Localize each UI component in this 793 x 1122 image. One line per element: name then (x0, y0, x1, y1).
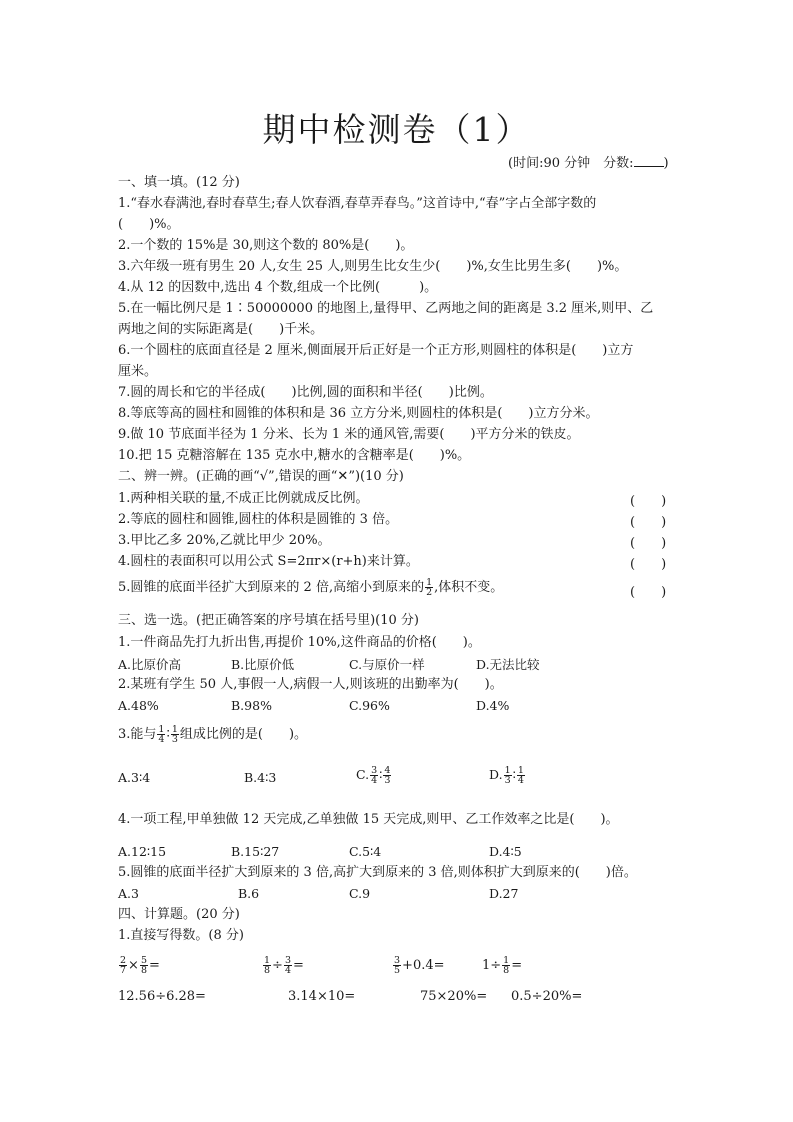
frac-numerator: 1 (426, 577, 433, 588)
s1-q4: 4.从 12 的因数中,选出 4 个数,组成一个比例( )。 (118, 280, 438, 295)
fraction-1-3 (171, 725, 179, 744)
fraction-4-3 (383, 766, 391, 785)
s3-q3-text-b: 组成比例的是( )。 (179, 727, 308, 742)
frac-denominator: 8 (264, 965, 271, 976)
s3-q5: 5.圆锥的底面半径扩大到原来的 3 倍,高扩大到原来的 3 倍,则体积扩大到原来的( )倍。 (118, 865, 637, 880)
fraction-1-4 (157, 725, 165, 744)
s1-q1-line2: ( )%。 (118, 217, 180, 232)
s2-q3: 3.甲比乙多 20%,乙就比甲少 20%。 (118, 533, 331, 548)
fraction-1-8 (263, 956, 271, 975)
s1-q6-line2: 厘米。 (118, 364, 158, 379)
score-blank[interactable] (634, 154, 664, 167)
fraction-1-3 (504, 766, 512, 785)
fraction-2-7 (119, 956, 127, 975)
s3-q4-option-c[interactable]: C.5∶4 (349, 844, 382, 859)
s3-q1-option-d[interactable]: D.无法比较 (476, 657, 540, 672)
s3-q3-option-c[interactable]: C. $\frac{3}{4}$ ∶ $\frac{4}{3}$ (356, 765, 391, 786)
fraction-3-4 (284, 956, 292, 975)
fraction-one-half (425, 578, 433, 597)
s3-q1: 1.一件商品先打九折出售,再提价 10%,这件商品的价格( )。 (118, 635, 481, 650)
s3-q1-option-b[interactable]: B.比原价低 (231, 657, 295, 672)
s3-q1-option-c[interactable]: C.与原价一样 (349, 657, 425, 672)
frac-denominator: 8 (140, 965, 147, 976)
s3-q4-option-b[interactable]: B.15∶27 (231, 844, 280, 859)
s1-q3: 3.六年级一班有男生 20 人,女生 25 人,则男生比女生少( )%,女生比男生多( )%。 (118, 259, 628, 274)
frac-numerator: 1 (504, 765, 511, 776)
time-score-label: (时间:90 分钟 分数: (508, 156, 634, 171)
frac-denominator: 4 (158, 734, 165, 745)
s3-q5-option-b[interactable]: B.6 (238, 886, 260, 901)
section-2-heading: 二、辨一辨。(正确的画“√”,错误的画“✕”)(10 分) (118, 469, 404, 484)
frac-denominator: 3 (384, 775, 391, 786)
frac-numerator: 1 (171, 724, 178, 735)
calc-item-8: 0.5÷20%= (511, 989, 583, 1004)
frac-denominator: 3 (171, 734, 178, 745)
frac-numerator: 3 (284, 955, 291, 966)
meta-close: ) (663, 156, 669, 171)
calc-item-2: $\frac{1}{8}$ ÷ $\frac{3}{4}$ = (264, 955, 304, 976)
s3-q2-option-c[interactable]: C.96% (349, 698, 390, 713)
s3-q3: 3.能与 $\frac{1}{4}$ ∶ $\frac{1}{3}$ 组成比例的是( )。 (118, 724, 308, 745)
calc-item-3: $\frac{3}{5}$ +0.4= (394, 955, 445, 976)
s1-q2: 2.一个数的 15%是 30,则这个数的 80%是( )。 (118, 238, 414, 253)
s3-q3-option-a[interactable]: A.3∶4 (118, 770, 151, 785)
frac-numerator: 1 (503, 955, 510, 966)
s1-q1-line1: 1.“春水春满池,春时春草生;春人饮春酒,春草弄春鸟。”这首诗中,“春”字占全部字数的 (118, 196, 597, 211)
s1-q5-line2: 两地之间的实际距离是( )千米。 (118, 322, 324, 337)
fraction-1-8 (502, 956, 510, 975)
s3-q3-text-a: 3.能与 (118, 727, 157, 742)
s3-q2: 2.某班有学生 50 人,事假一人,病假一人,则该班的出勤率为( )。 (118, 677, 503, 692)
s3-q3-option-b[interactable]: B.4∶3 (244, 770, 277, 785)
s2-q5-answer[interactable]: ( ) (630, 585, 667, 600)
page-title: 期中检测卷（1） (262, 110, 531, 149)
calc-item-1: $\frac{2}{7}$ × $\frac{5}{8}$ = (120, 955, 160, 976)
frac-denominator: 3 (504, 775, 511, 786)
section-1-heading: 一、填一填。(12 分) (118, 175, 240, 190)
s3-q2-option-a[interactable]: A.48% (118, 698, 159, 713)
frac-denominator: 4 (284, 965, 291, 976)
s3-q1-option-a[interactable]: A.比原价高 (118, 657, 182, 672)
section-4-heading: 四、计算题。(20 分) (118, 907, 240, 922)
s3-q2-option-b[interactable]: B.98% (231, 698, 272, 713)
calc-item-4: 1÷ $\frac{1}{8}$ = (482, 955, 523, 976)
frac-numerator: 5 (140, 955, 147, 966)
calc-item-5: 12.56÷6.28= (118, 989, 206, 1004)
s1-q10: 10.把 15 克糖溶解在 135 克水中,糖水的含糖率是( )%。 (118, 448, 471, 463)
frac-denominator: 4 (371, 775, 378, 786)
frac-numerator: 4 (384, 765, 391, 776)
s2-q1: 1.两种相关联的量,不成正比例就成反比例。 (118, 491, 369, 506)
s3-q5-option-d[interactable]: D.27 (489, 886, 519, 901)
s3-q2-option-d[interactable]: D.4% (476, 698, 510, 713)
s1-q8: 8.等底等高的圆柱和圆锥的体积和是 36 立方分米,则圆柱的体积是( )立方分米。 (118, 406, 599, 421)
frac-denominator: 5 (394, 965, 401, 976)
frac-numerator: 2 (120, 955, 127, 966)
frac-denominator: 4 (517, 775, 524, 786)
fraction-1-4 (517, 766, 525, 785)
s1-q7: 7.圆的周长和它的半径成( )比例,圆的面积和半径( )比例。 (118, 385, 493, 400)
s2-q5 (118, 578, 503, 597)
calc-item-6: 3.14×10= (288, 989, 356, 1004)
fraction-5-8 (140, 956, 148, 975)
frac-denominator: 8 (503, 965, 510, 976)
frac-denominator: 7 (120, 965, 127, 976)
s2-q2: 2.等底的圆柱和圆锥,圆柱的体积是圆锥的 3 倍。 (118, 512, 399, 527)
option-d-label: D. (489, 767, 503, 782)
s2-q5-text-b: ,体积不变。 (434, 580, 504, 595)
frac-numerator: 1 (517, 765, 524, 776)
frac-numerator: 1 (158, 724, 165, 735)
section-3-heading: 三、选一选。(把正确答案的序号填在括号里)(10 分) (118, 613, 419, 628)
s1-q5-line1: 5.在一幅比例尺是 1∶50000000 的地图上,量得甲、乙两地之间的距离是 3.2 厘米,则甲、乙 (118, 301, 654, 316)
s2-q1-answer[interactable]: ( ) (630, 494, 667, 509)
frac-numerator: 3 (371, 765, 378, 776)
frac-numerator: 3 (394, 955, 401, 966)
s3-q3-option-d[interactable]: D. $\frac{1}{3}$ ∶ $\frac{1}{4}$ (489, 765, 524, 786)
s3-q5-option-c[interactable]: C.9 (349, 886, 371, 901)
option-c-label: C. (356, 767, 370, 782)
fraction-3-4 (370, 766, 378, 785)
s3-q4-option-d[interactable]: D.4∶5 (489, 844, 522, 859)
s2-q4: 4.圆柱的表面积可以用公式 S=2πr×(r+h)来计算。 (118, 554, 419, 569)
s3-q5-option-a[interactable]: A.3 (118, 886, 139, 901)
fraction-3-5 (393, 956, 401, 975)
s2-q2-answer[interactable]: ( ) (630, 515, 667, 530)
s3-q4-option-a[interactable]: A.12∶15 (118, 844, 167, 859)
s1-q6-line1: 6.一个圆柱的底面直径是 2 厘米,侧面展开后正好是一个正方形,则圆柱的体积是( )立方 (118, 343, 634, 358)
s1-q9: 9.做 10 节底面半径为 1 分米、长为 1 米的通风管,需要( )平方分米的铁皮。 (118, 427, 580, 442)
frac-numerator: 1 (264, 955, 271, 966)
frac-denominator: 2 (426, 587, 433, 598)
calc-item-7: 75×20%= (420, 989, 488, 1004)
s2-q3-answer[interactable]: ( ) (630, 536, 667, 551)
s3-q4: 4.一项工程,甲单独做 12 天完成,乙单独做 15 天完成,则甲、乙工作效率之比是( )。 (118, 812, 619, 827)
exam-meta (508, 152, 669, 171)
s2-q4-answer[interactable]: ( ) (630, 557, 667, 572)
s4-sub1: 1.直接写得数。(8 分) (118, 928, 244, 943)
s2-q5-text-a: 5.圆锥的底面半径扩大到原来的 2 倍,高缩小到原来的 (118, 580, 425, 595)
